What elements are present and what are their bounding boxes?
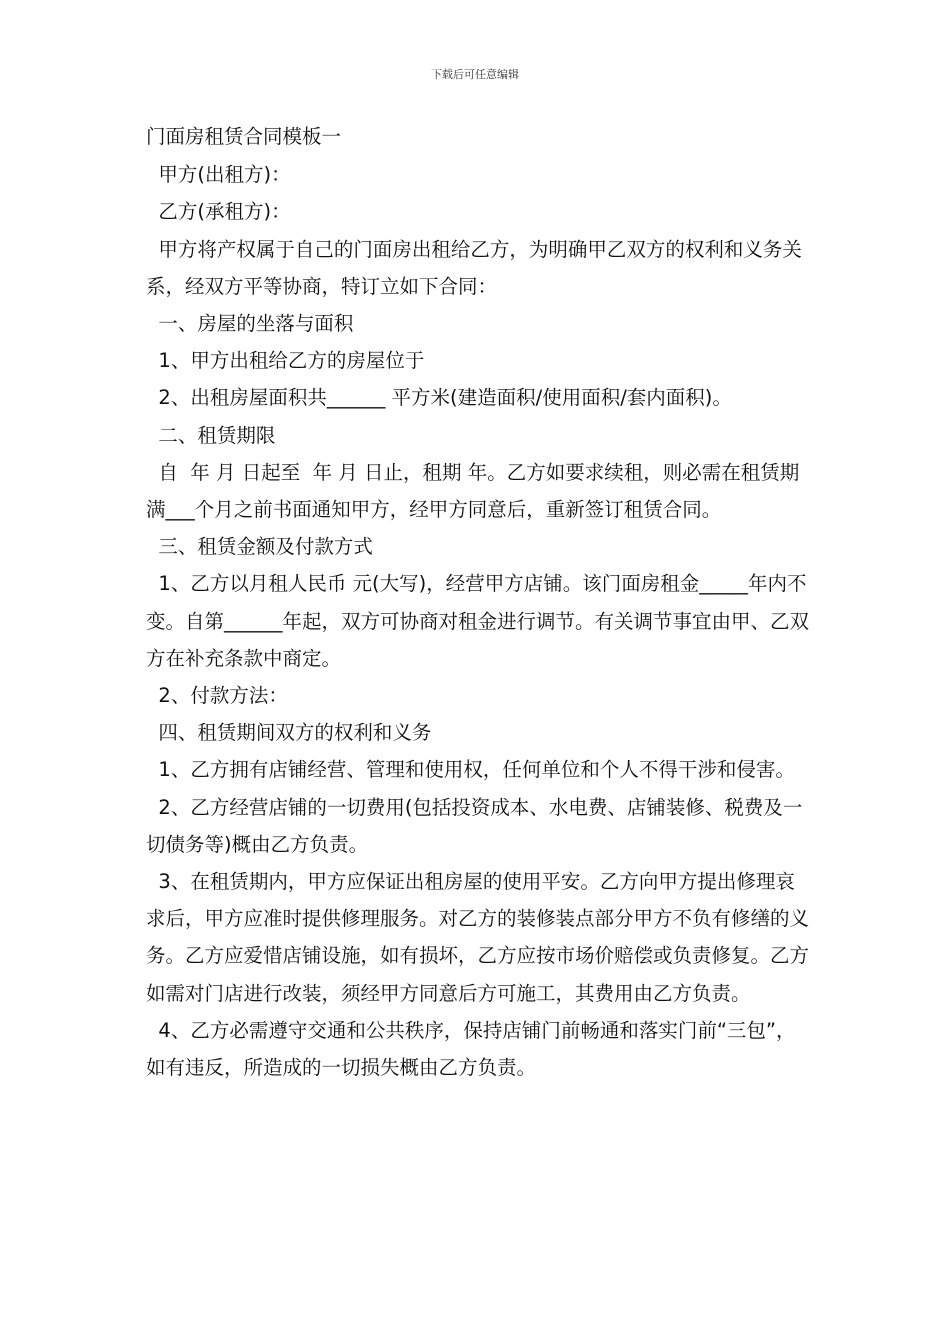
section-heading-location: 一、房屋的坐落与面积 [146,312,354,336]
clause-paragraph: 2、出租房屋面积共______ 平方米(建造面积/使用面积/套内面积)。 [146,386,732,410]
page-header-watermark: 下载后可任意编辑 [431,68,519,81]
clause-paragraph: 4、乙方必需遵守交通和公共秩序，保持店铺门前畅通和落实门前“三包”，如有违反，所造成的一切损失概由乙方负责。 [146,1018,796,1080]
section-heading-rent: 三、租赁金额及付款方式 [146,535,373,559]
section-heading-term: 二、租赁期限 [146,423,276,447]
intro-paragraph: 甲方将产权属于自己的门面房出租给乙方，为明确甲乙双方的权利和义务关系，经双方平等协商，特订立如下合同： [146,237,802,298]
party-a-line: 甲方(出租方)： [146,163,291,187]
clause-paragraph: 2、付款方法： [146,684,288,708]
party-b-line: 乙方(承租方)： [146,200,291,224]
clause-paragraph: 3、在租赁期内，甲方应保证出租房屋的使用平安。乙方向甲方提出修理哀求后，甲方应准时提供修理服务。对乙方的装修装点部分甲方不负有修缮的义务。乙方应爱惜店铺设施，如有损坏，乙方应按市场价赔偿或负责修复。乙方如需对门店进行改装，须经甲方同意后方可施工，其费用由乙方负责。 [146,870,810,1005]
document-body [146,118,814,1086]
clause-paragraph: 1、甲方出租给乙方的房屋位于 [146,349,425,373]
section-heading-rights: 四、租赁期间双方的权利和义务 [146,721,432,745]
clause-paragraph: 1、乙方拥有店铺经营、管理和使用权，任何单位和个人不得干涉和侵害。 [146,758,795,782]
document-title: 门面房租赁合同模板一 [146,125,342,148]
clause-paragraph: 1、乙方以月租人民币 元(大写)，经营甲方店铺。该门面房租金_____年内不变。自第______年起，双方可协商对租金进行调节。有关调节事宜由甲、乙双方在补充条款中商定。 [146,572,810,670]
clause-paragraph: 2、乙方经营店铺的一切费用(包括投资成本、水电费、店铺装修、税费及一切债务等)概由乙方负责。 [146,795,803,856]
clause-paragraph: 自 年 月 日起至 年 月 日止，租期 年。乙方如要求续租，则必需在租赁期满___个月之前书面通知甲方，经甲方同意后，重新签订租赁合同。 [146,460,800,522]
